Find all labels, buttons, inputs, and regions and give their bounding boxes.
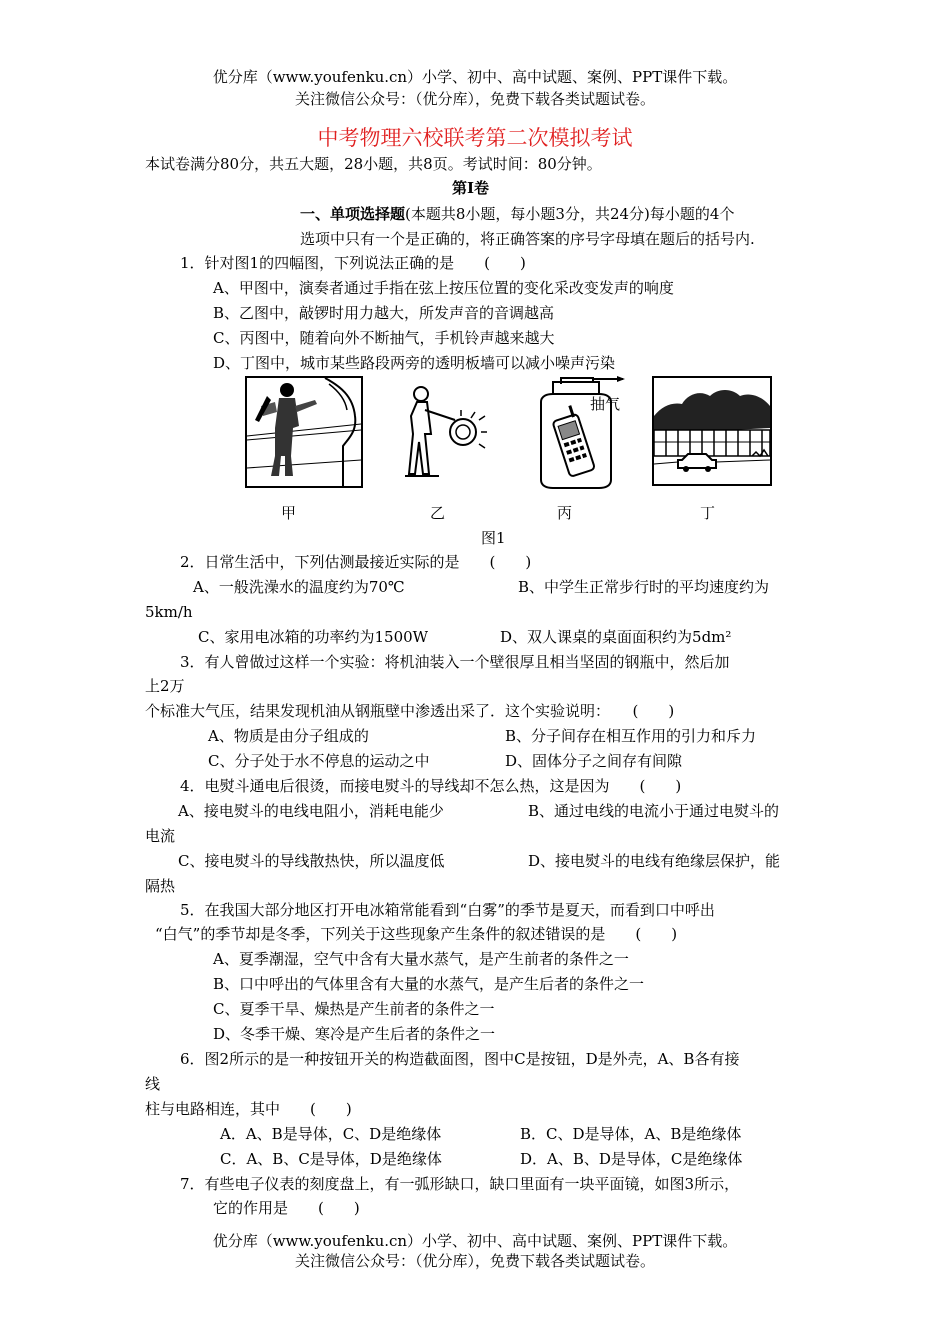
q6-option-d: D．A、B、D是导体，C是绝缘体 [520,1150,743,1168]
figure-label-bing: 丙 [557,504,573,522]
q6-stem-3: 柱与电路相连，其中 ( ) [145,1100,352,1118]
q6-stem-1: 6．图2所示的是一种按钮开关的构造截面图，图中C是按钮，D是外壳，A、B各有接 [180,1050,740,1068]
q2-stem: 2．日常生活中，下列估测最接近实际的是 ( ) [180,553,532,571]
q5-option-d: D、冬季干燥、寒冷是产生后者的条件之一 [213,1025,496,1043]
q1-option-d: D、丁图中，城市某些路段两旁的透明板墙可以减小噪声污染 [213,354,616,372]
q1-option-a: A、甲图中，演奏者通过手指在弦上按压位置的变化采改变发声的响度 [213,279,674,297]
q7-stem-2: 它的作用是 ( ) [213,1199,360,1217]
q4-option-c: C、接电熨斗的导线散热快，所以温度低 [178,852,445,870]
figure-pump-label: 抽气 [590,395,621,413]
header-line-2: 关注微信公众号：（优分库），免费下载各类试题试卷。 [294,90,655,108]
q4-stem: 4．电熨斗通电后很烫，而接电熨斗的导线却不怎么热，这是因为 ( ) [180,777,682,795]
figure1-caption: 图1 [481,529,506,547]
footer-line-2: 关注微信公众号：（优分库），免费下载各类试题试卷。 [294,1252,655,1270]
q3-option-a: A、物质是由分子组成的 [208,727,369,745]
q3-option-b: B、分子间存在相互作用的引力和斥力 [505,727,757,745]
q2-option-c: C、家用电冰箱的功率约为1500W [198,628,429,646]
figure-ding-noise-barrier [652,376,772,486]
section1-heading-line [300,204,734,224]
q3-stem-2: 上2万 [145,677,185,695]
q5-stem-2: “白气”的季节却是冬季，下列关于这些现象产生条件的叙述错误的是 ( ) [155,925,678,943]
q6-option-b: B．C、D是导体，A、B是绝缘体 [520,1125,742,1143]
q4-option-b-cont: 电流 [145,827,176,845]
q4-option-d: D、接电熨斗的电线有绝缘层保护，能 [528,852,781,870]
footer-line-1: 优分库（www.youfenku.cn）小学、初中、高中试题、案例、PPT课件下载。 [212,1232,738,1250]
q2-option-b: B、中学生正常步行时的平均速度约为 [518,578,770,596]
q3-stem-3: 个标准大气压，结果发现机油从钢瓶壁中渗透出采了．这个实验说明： ( ) [145,702,675,720]
q3-stem-1: 3．有人曾做过这样一个实验：将机油装入一个壁很厚且相当坚固的钢瓶中，然后加 [180,653,730,671]
section1-desc-2: 选项中只有一个是正确的，将正确答案的序号字母填在题后的括号内. [300,230,755,248]
q2-option-d: D、双人课桌的桌面面积约为5dm² [500,628,732,646]
q1-option-b: B、乙图中，敲锣时用力越大，所发声音的音调越高 [213,304,555,322]
q6-option-a: A．A、B是导体，C、D是绝缘体 [220,1125,442,1143]
exam-title: 中考物理六校联考第二次模拟考试 [317,126,633,150]
figure-jia-violinist [245,376,363,488]
q4-option-d-cont: 隔热 [145,877,176,895]
volume-heading: 第Ⅰ卷 [452,179,490,197]
figure-label-ding: 丁 [700,504,716,522]
section1-heading: 一、单项选择题 [300,205,406,223]
q5-option-b: B、口中呼出的气体里含有大量的水蒸气，是产生后者的条件之一 [213,975,645,993]
q1-stem: 1．针对图1的四幅图，下列说法正确的是 ( ) [180,254,526,272]
figure-yi-gong-player [395,376,487,486]
q5-option-c: C、夏季干旱、燥热是产生前者的条件之一 [213,1000,495,1018]
q5-stem-1: 5．在我国大部分地区打开电冰箱常能看到“白雾”的季节是夏天，而看到口中呼出 [180,901,715,919]
figure-label-yi: 乙 [430,504,446,522]
q1-option-c: C、丙图中，随着向外不断抽气，手机铃声越来越大 [213,329,555,347]
q4-option-b: B、通过电线的电流小于通过电熨斗的 [528,802,780,820]
q4-option-a: A、接电熨斗的电线电阻小，消耗电能少 [178,802,444,820]
exam-intro: 本试卷满分80分，共五大题，28小题，共8页。考试时间：80分钟。 [145,155,602,173]
section1-desc-1: (本题共8小题，每小题3分，共24分)每小题的4个 [405,205,735,223]
q3-option-c: C、分子处于水不停息的运动之中 [208,752,430,770]
q2-option-a: A、一般洗澡水的温度约为70℃ [193,578,405,596]
q7-stem-1: 7．有些电子仪表的刻度盘上，有一弧形缺口，缺口里面有一块平面镜，如图3所示， [180,1175,740,1193]
q3-option-d: D、固体分子之间存有间隙 [505,752,683,770]
q6-option-c: C．A、B、C是导体，D是绝缘体 [220,1150,442,1168]
q2-option-b-cont: 5km/h [145,603,193,621]
q6-stem-2: 线 [145,1075,161,1093]
figure-label-jia: 甲 [281,504,297,522]
q5-option-a: A、夏季潮湿，空气中含有大量水蒸气，是产生前者的条件之一 [213,950,629,968]
header-line-1: 优分库（www.youfenku.cn）小学、初中、高中试题、案例、PPT课件下载。 [212,68,738,86]
